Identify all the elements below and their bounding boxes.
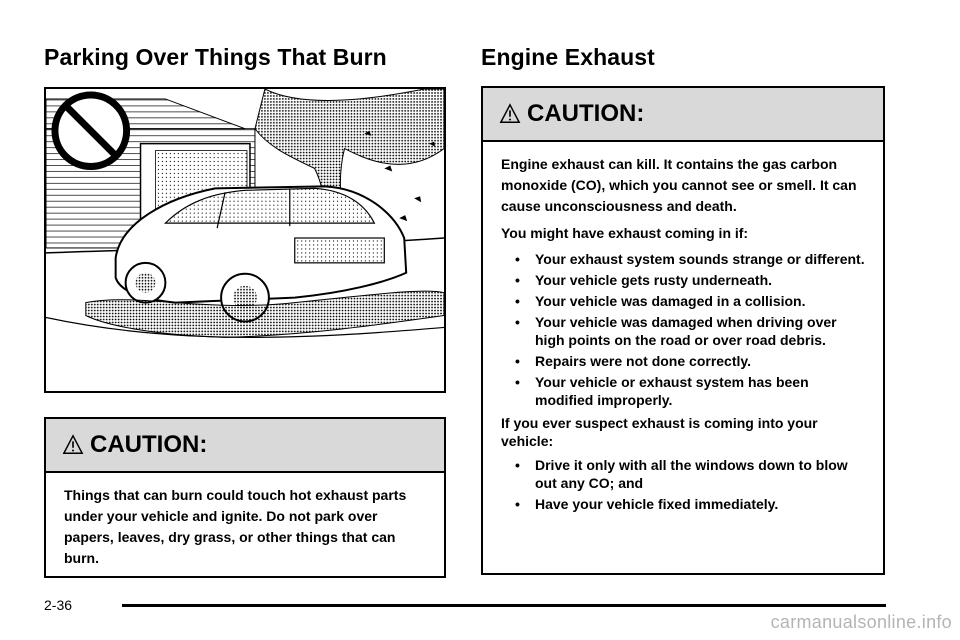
caution-title: CAUTION: — [527, 100, 645, 127]
bullet: • — [515, 272, 520, 288]
list-item — [515, 373, 865, 409]
bullet: • — [515, 293, 520, 309]
list-item-text: Repairs were not done correctly. — [535, 353, 752, 369]
list-item-text: Your vehicle was damaged when driving over high points on the road or over road debris. — [535, 314, 837, 348]
car-over-leaves-illustration — [44, 87, 446, 393]
warning-triangle-icon — [499, 103, 521, 125]
caution-box-parking — [44, 417, 446, 578]
caution-text: Things that can burn could touch hot exhaust parts under your vehicle and ignite. Do not park over papers, leaves, dry grass, or other things that can burn. — [64, 487, 407, 566]
list-item — [515, 292, 865, 310]
list-item — [515, 352, 865, 370]
caution-header — [46, 419, 444, 473]
bullet: • — [515, 457, 520, 473]
section-heading-engine-exhaust: Engine Exhaust — [481, 44, 655, 70]
page-number: 2-36 — [44, 597, 73, 613]
list-item-text: Drive it only with all the windows down to blow out any CO; and — [535, 457, 848, 491]
bullet: • — [515, 353, 520, 369]
caution-body — [483, 142, 883, 513]
list-item — [515, 313, 865, 349]
list-item-text: Your exhaust system sounds strange or different. — [535, 251, 865, 267]
watermark: carmanualsonline.info — [770, 612, 952, 632]
list-item-text: Your vehicle gets rusty underneath. — [535, 272, 773, 288]
exhaust-actions-list — [501, 456, 865, 513]
caution-intro: Engine exhaust can kill. It contains the gas carbon monoxide (CO), which you cannot see or smell. It can cause unconsciousness and death. — [501, 156, 857, 214]
list-item — [515, 456, 865, 492]
list-item — [515, 271, 865, 289]
list-item-text: Have your vehicle fixed immediately. — [535, 496, 779, 512]
exhaust-signs-list — [501, 250, 865, 409]
bullet: • — [515, 496, 520, 512]
list-lead: If you ever suspect exhaust is coming into your vehicle: — [501, 415, 818, 449]
caution-box-exhaust — [481, 86, 885, 575]
bullet: • — [515, 374, 520, 390]
section-heading-parking: Parking Over Things That Burn — [44, 44, 387, 70]
caution-header — [483, 88, 883, 142]
bullet: • — [515, 251, 520, 267]
list-item — [515, 250, 865, 268]
list-item-text: Your vehicle was damaged in a collision. — [535, 293, 806, 309]
warning-triangle-icon — [62, 434, 84, 456]
bullet: • — [515, 314, 520, 330]
illustration-svg — [46, 89, 444, 391]
list-lead: You might have exhaust coming in if: — [501, 225, 749, 241]
list-item — [515, 495, 865, 513]
list-item-text: Your vehicle or exhaust system has been modified improperly. — [535, 374, 809, 408]
caution-body — [46, 473, 444, 569]
footer-rule — [122, 604, 886, 607]
caution-title: CAUTION: — [90, 431, 208, 458]
